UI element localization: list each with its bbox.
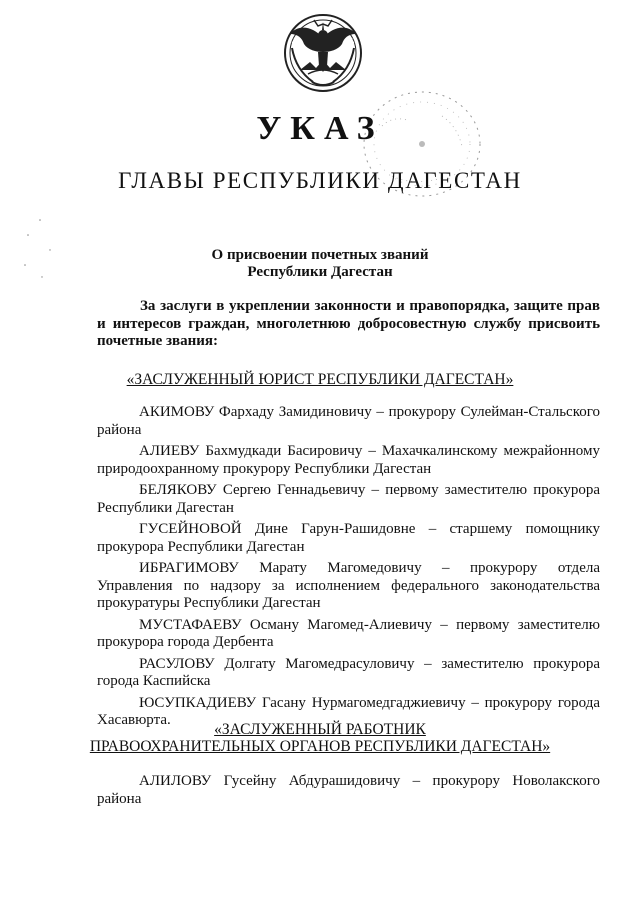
section-title-line: ПРАВООХРАНИТЕЛЬНЫХ ОРГАНОВ РЕСПУБЛИКИ ДАГЕСТАН» [89,738,551,755]
entry-line: АЛИЛОВУ Гусейну Абдурашидовичу – прокурору Новолакского [139,773,600,789]
award-entry [97,521,600,556]
document-title: УКАЗ [256,110,384,147]
award-entry [97,482,600,517]
entry-line: АКИМОВУ Фархаду Замидиновичу – прокурору Сулейман-Стальского [139,404,600,420]
decree-heading-line: О присвоении почетных званий [211,247,429,263]
entry-line: ГУСЕЙНОВОЙ Дине Гарун-Рашидовне – старшему помощнику [139,521,600,537]
section-title-line: «ЗАСЛУЖЕННЫЙ РАБОТНИК [214,721,426,738]
award-entry [97,560,600,613]
award-entry [97,656,600,691]
document-subtitle: ГЛАВЫ РЕСПУБЛИКИ ДАГЕСТАН [118,168,522,193]
entry-line: района [97,421,142,438]
section-title-honored-law-enforcement [0,721,640,755]
decree-heading-line: Республики Дагестан [247,264,393,280]
entry-line: района [97,790,142,807]
entry-line: прокуратуры Республики Дагестан [97,595,321,611]
entry-line: прокурора Республики Дагестан [97,538,305,555]
entry-line: ИБРАГИМОВУ Марату Магомедовичу – прокурору отдела [139,560,600,576]
intro-line: За заслуги в укреплении законности и правопорядка, защите прав [140,298,600,314]
award-entry [97,773,600,808]
entry-line: РАСУЛОВУ Долгату Магомедрасуловичу – заместителю прокурора [139,655,600,672]
coat-of-arms-emblem [278,8,368,94]
section-title-honored-lawyer: «ЗАСЛУЖЕННЫЙ ЮРИСТ РЕСПУБЛИКИ ДАГЕСТАН» [126,371,514,388]
award-entry [97,617,600,652]
award-entry [97,443,600,478]
entry-line: Управления по надзору за исполнением федерального законодательства [97,577,600,594]
entry-line: города Каспийска [97,673,211,689]
entry-line: прокурора города Дербента [97,634,274,650]
entry-line: БЕЛЯКОВУ Сергею Геннадьевичу – первому заместителю прокурора [139,482,600,498]
section1-entries [97,404,600,734]
section2-entries [97,773,600,812]
intro-line: почетные звания: [97,333,219,349]
entry-line: природоохранному прокурору Республики Дагестан [97,460,432,477]
decree-heading [0,247,640,281]
intro-paragraph [97,298,600,351]
entry-line: АЛИЕВУ Бахмудкади Басировичу – Махачкалинскому межрайонному [139,443,600,459]
intro-line: и интересов граждан, многолетнюю добросовестную службу присвоить [97,315,600,332]
entry-line: МУСТАФАЕВУ Осману Магомед-Алиевичу – первому заместителю [139,616,600,633]
award-entry [97,404,600,439]
entry-line: Хасавюрта. [97,712,171,728]
entry-line: ЮСУПКАДИЕВУ Гасану Нурмагомедгаджиевичу – прокурору города [139,694,600,711]
entry-line: Республики Дагестан [97,499,234,516]
